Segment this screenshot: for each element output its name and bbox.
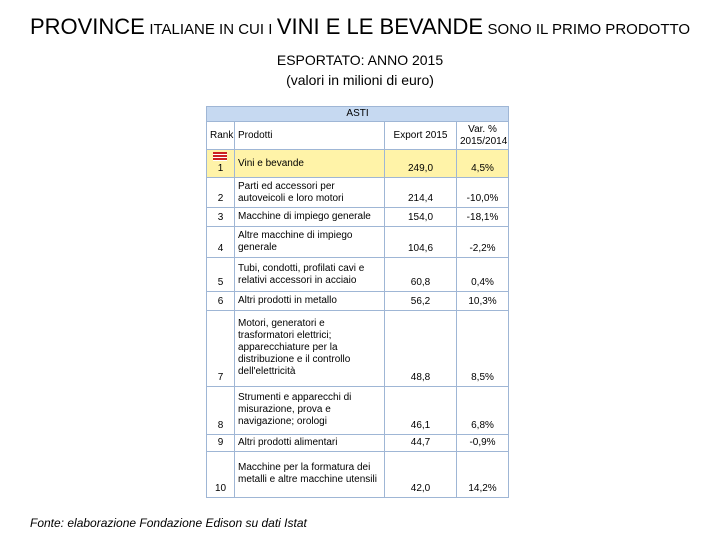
variation-cell: 6,8%: [457, 386, 509, 434]
title-part-4: SONO IL PRIMO PRODOTTO: [487, 21, 691, 38]
subtitle-line-2: (valori in milioni di euro): [286, 72, 434, 88]
product-cell: Tubi, condotti, profilati cavi e relativi accessori in acciaio: [235, 258, 385, 292]
variation-cell: 4,5%: [457, 150, 509, 178]
rank-cell: 10: [207, 451, 235, 497]
table-row: [207, 434, 509, 451]
variation-cell: -18,1%: [457, 207, 509, 226]
column-header-variation: [457, 122, 509, 150]
product-cell: Parti ed accessori per autoveicoli e loro motori: [235, 178, 385, 207]
table-row: [207, 178, 509, 207]
column-header-export: Export 2015: [385, 122, 457, 150]
province-header: ASTI: [207, 107, 509, 122]
variation-cell: 0,4%: [457, 258, 509, 292]
title-part-1: PROVINCE: [29, 14, 145, 39]
source-note: Fonte: elaborazione Fondazione Edison su dati Istat: [30, 516, 307, 530]
title-part-3: VINI E LE BEVANDE: [276, 14, 484, 39]
export-cell: 154,0: [385, 207, 457, 226]
variation-cell: -2,2%: [457, 226, 509, 258]
export-table: [206, 106, 509, 498]
page-title: [0, 14, 720, 40]
title-part-2: ITALIANE IN CUI I: [149, 21, 273, 38]
rank-cell: 4: [207, 226, 235, 258]
export-cell: 42,0: [385, 451, 457, 497]
table-row: [207, 291, 509, 310]
rank-cell: 3: [207, 207, 235, 226]
column-header-product: Prodotti: [235, 122, 385, 150]
rank-cell: 9: [207, 434, 235, 451]
variation-cell: -10,0%: [457, 178, 509, 207]
product-cell: Vini e bevande: [235, 150, 385, 178]
product-cell: Motori, generatori e trasformatori elettrici; apparecchiature per la distribuzione e il controllo dell'elettricità: [235, 310, 385, 386]
table-row: [207, 258, 509, 292]
product-cell: Macchine per la formatura dei metalli e altre macchine utensili: [235, 451, 385, 497]
table-row: [207, 226, 509, 258]
rank-cell: 8: [207, 386, 235, 434]
export-cell: 104,6: [385, 226, 457, 258]
variation-cell: 14,2%: [457, 451, 509, 497]
product-cell: Strumenti e apparecchi di misurazione, prova e navigazione; orologi: [235, 386, 385, 434]
variation-header-line-2: 2015/2014: [460, 135, 508, 147]
rank-cell: 6: [207, 291, 235, 310]
variation-cell: 8,5%: [457, 310, 509, 386]
product-cell: Altre macchine di impiego generale: [235, 226, 385, 258]
export-cell: 46,1: [385, 386, 457, 434]
rank-cell: 7: [207, 310, 235, 386]
flag-icon: [213, 152, 227, 161]
subtitle-line-1: ESPORTATO: ANNO 2015: [276, 52, 444, 68]
export-cell: 249,0: [385, 150, 457, 178]
table-row: [207, 150, 509, 178]
rank-cell: 5: [207, 258, 235, 292]
variation-cell: 10,3%: [457, 291, 509, 310]
column-header-rank: Rank: [207, 122, 235, 150]
product-cell: Macchine di impiego generale: [235, 207, 385, 226]
table-row: [207, 451, 509, 497]
rank-cell: 2: [207, 178, 235, 207]
export-cell: 60,8: [385, 258, 457, 292]
table-row: [207, 310, 509, 386]
export-cell: 48,8: [385, 310, 457, 386]
variation-header-line-1: Var. %: [468, 123, 497, 135]
product-cell: Altri prodotti alimentari: [235, 434, 385, 451]
export-cell: 56,2: [385, 291, 457, 310]
table-row: [207, 386, 509, 434]
export-cell: 44,7: [385, 434, 457, 451]
export-cell: 214,4: [385, 178, 457, 207]
rank-cell: [207, 150, 235, 178]
product-cell: Altri prodotti in metallo: [235, 291, 385, 310]
rank-value: 1: [217, 163, 224, 175]
subtitle: [260, 50, 460, 90]
table-row: [207, 207, 509, 226]
variation-cell: -0,9%: [457, 434, 509, 451]
